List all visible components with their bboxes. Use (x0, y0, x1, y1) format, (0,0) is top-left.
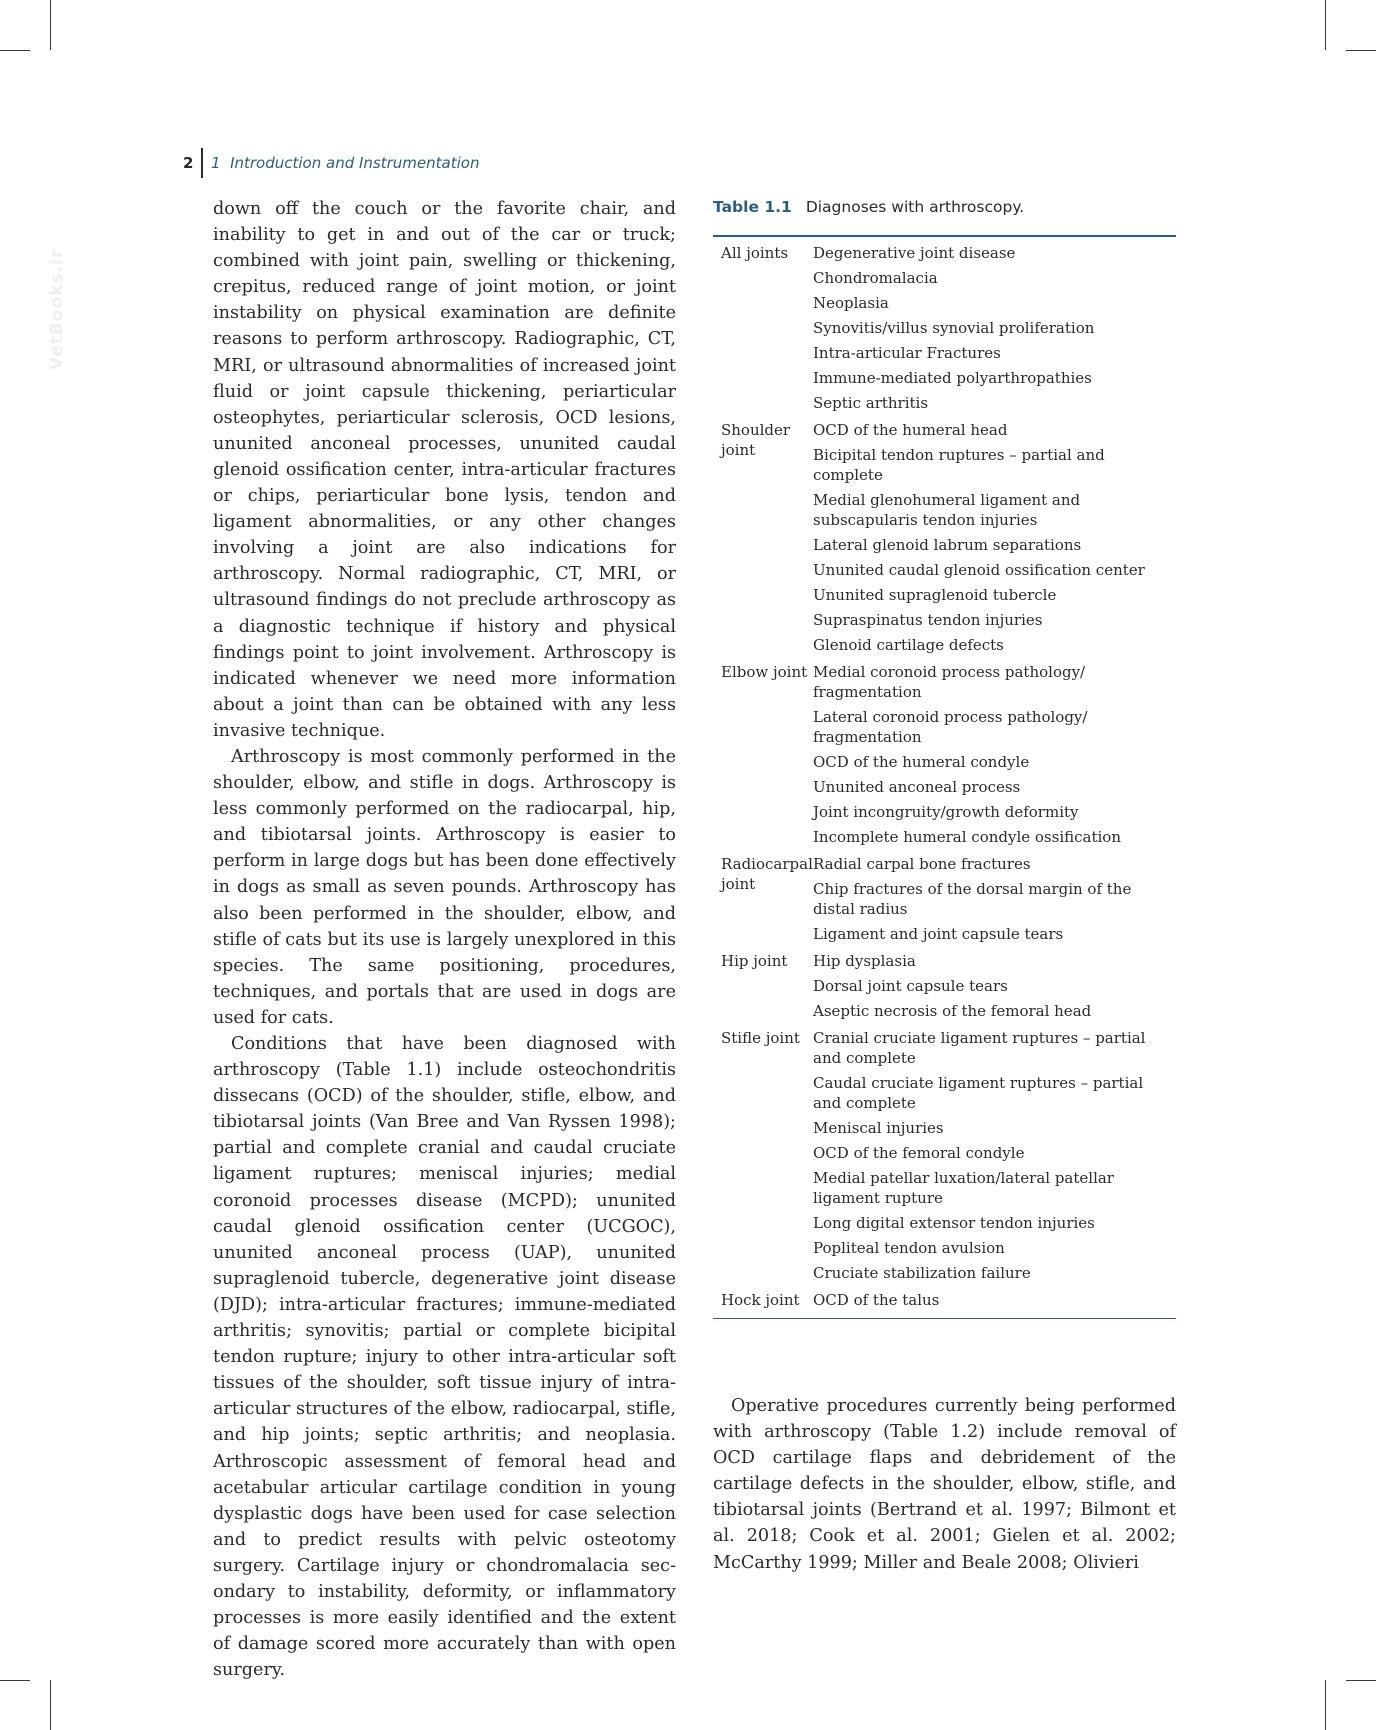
chapter-title: 1 Introduction and Instrumentation (211, 154, 480, 172)
table-diagnosis-item: Chip fractures of the dorsal margin of the distal radius (813, 880, 1132, 918)
table-diagnosis-item: Joint incongruity/growth deformity (813, 803, 1079, 821)
crop-mark-bottom-left (50, 1680, 51, 1730)
table-diagnosis-item: OCD of the femoral condyle (813, 1144, 1025, 1162)
table-joint-label: All joints (721, 244, 789, 262)
table-diagnosis-item: Popliteal tendon avulsion (813, 1239, 1005, 1257)
page-number: 2 (183, 154, 194, 172)
table-joint-label: Stifle joint (721, 1029, 800, 1047)
table-diagnosis-item: Chondromalacia (813, 269, 938, 287)
crop-mark-bottom-right-h (1346, 1680, 1376, 1681)
table-diagnosis-item: OCD of the talus (813, 1291, 940, 1309)
table-diagnosis-item: Supraspinatus tendon injuries (813, 611, 1043, 629)
table-group (713, 1290, 1176, 1310)
table-diagnosis-item: Neoplasia (813, 294, 889, 312)
left-column-text (213, 196, 676, 1683)
body-paragraph-3: Conditions that have been diagnosed with arthroscopy (Table 1.1) include osteochondritis dissecans (OCD) of the shoulder, stifle, elbow, and tibiotarsal joints (Van Bree and Van Ryssen 1998); partial and complete cranial and caudal cruciate ligament ruptures; meniscal injuries; medial coronoid processes disease (MCPD); ununited caudal glenoid ossification center (UCGOC), ununited anconeal process (UAP), ununited supraglenoid tubercle, degenerative joint disease (DJD); intra-articular fractures; immune-mediated arthritis; synovitis; partial or complete bicipital tendon rupture; injury to other intra-articular soft tissues of the shoulder, soft tissue injury of intra-articular structures of the elbow, radiocarpal, stifle, and hip joints; septic arthritis; and neoplasia. Arthroscopic assessment of femoral head and acetabular articular cartilage condition in young dysplastic dogs have been used for case selection and to predict results with pelvic osteotomy surgery. Cartilage injury or chondromalacia secondary to instability, deformity, or inflammatory processes is more easily identified and the extent of damage scored more accurately than with open surgery. (213, 1034, 676, 1681)
table-joint-label: Hip joint (721, 952, 788, 970)
table-diagnosis-item: Long digital extensor tendon injuries (813, 1214, 1095, 1232)
diagnoses-table (713, 235, 1176, 1319)
table-diagnosis-list (813, 243, 1176, 413)
crop-mark-top-left (50, 0, 51, 50)
table-group (713, 420, 1176, 655)
table-diagnosis-item: Ununited supraglenoid tubercle (813, 586, 1057, 604)
table-caption-text: Diagnoses with arthroscopy. (805, 198, 1025, 216)
table-diagnosis-item: Dorsal joint capsule tears (813, 977, 1008, 995)
table-diagnosis-item: Ununited anconeal process (813, 778, 1021, 796)
table-group (713, 243, 1176, 413)
table-diagnosis-list (813, 1290, 1176, 1310)
table-diagnosis-item: OCD of the humeral condyle (813, 753, 1030, 771)
table-joint-label: Elbow joint (721, 663, 808, 681)
table-diagnosis-item: Lateral glenoid labrum separations (813, 536, 1082, 554)
table-diagnosis-item: Bicipital tendon ruptures – partial and complete (813, 446, 1105, 484)
table-diagnosis-item: Meniscal injuries (813, 1119, 944, 1137)
table-diagnosis-item: Ununited caudal glenoid ossification center (813, 561, 1145, 579)
table-diagnosis-item: Degenerative joint disease (813, 244, 1016, 262)
table-diagnosis-list (813, 420, 1176, 655)
table-diagnosis-item: Medial glenohumeral ligament and subscapularis tendon injuries (813, 491, 1081, 529)
table-joint-label: Hock joint (721, 1291, 800, 1309)
right-column-paragraph: Operative procedures currently being performed with arthroscopy (Table 1.2) include removal of OCD cartilage flaps and debridement of the cartilage defects in the shoulder, elbow, stifle, and tibiotarsal joints (Bertrand et al. 1997; Bilmont et al. 2018; Cook et al. 2001; Gielen et al. 2002; McCarthy 1999; Miller and Beale 2008; Olivieri (713, 1396, 1176, 1573)
running-head-divider (201, 148, 203, 178)
crop-mark-top-right (1325, 0, 1326, 50)
table-diagnosis-item: Medial patellar luxation/lateral patellar ligament rupture (813, 1169, 1114, 1207)
table-joint-label: Shoulder joint (721, 421, 791, 459)
table-diagnosis-item: Cranial cruciate ligament ruptures – partial and complete (813, 1029, 1146, 1067)
table-diagnosis-item: Ligament and joint capsule tears (813, 925, 1064, 943)
running-head (183, 148, 479, 178)
table-label: Table 1.1 (713, 198, 792, 216)
table-diagnosis-item: Incomplete humeral condyle ossification (813, 828, 1121, 846)
crop-mark-top-right-h (1346, 50, 1376, 51)
crop-mark-top-left-h (0, 50, 30, 51)
table-diagnosis-item: Glenoid cartilage defects (813, 636, 1004, 654)
table-diagnosis-list (813, 854, 1176, 944)
table-diagnosis-item: Medial coronoid process pathology/ fragmentation (813, 663, 1086, 701)
table-caption (713, 198, 1024, 216)
table-diagnosis-list (813, 951, 1176, 1021)
body-paragraph-2: Arthroscopy is most commonly performed in the shoulder, elbow, and stifle in dogs. Arthroscopy is less commonly performed on the radiocarpal, hip, and tibiotarsal joints. Arthroscopy is easier to perform in large dogs but has been done effectively in dogs as small as seven pounds. Arthroscopy has also been performed in the shoulder, elbow, and stifle of cats but its use is largely unexplored in this species. The same positioning, procedures, techniques, and portals that are used in dogs are used for cats. (213, 746, 676, 1028)
table-group (713, 951, 1176, 1021)
crop-mark-bottom-right (1325, 1680, 1326, 1730)
crop-mark-bottom-left-h (0, 1680, 30, 1681)
table-diagnosis-item: Immune-mediated polyarthropathies (813, 369, 1092, 387)
table-diagnosis-item: Radial carpal bone fractures (813, 855, 1031, 873)
watermark: VetBooks.ir (47, 248, 67, 370)
table-diagnosis-item: Hip dysplasia (813, 952, 916, 970)
table-group (713, 854, 1176, 944)
table-diagnosis-item: Cruciate stabilization failure (813, 1264, 1031, 1282)
table-diagnosis-item: Intra-articular Fractures (813, 344, 1001, 362)
table-diagnosis-item: Synovitis/villus synovial proliferation (813, 319, 1095, 337)
table-group (713, 1028, 1176, 1283)
table-diagnosis-list (813, 1028, 1176, 1283)
table-diagnosis-list (813, 662, 1176, 847)
table-diagnosis-item: Septic arthritis (813, 394, 929, 412)
table-diagnosis-item: Aseptic necrosis of the femoral head (813, 1002, 1092, 1020)
table-diagnosis-item: OCD of the humeral head (813, 421, 1008, 439)
body-paragraph-1: down off the couch or the favorite chair, and inability to get in and out of the car or truck; combined with joint pain, swelling or thickening, crepitus, reduced range of joint motion, or joint instability on physical examination are definite reasons to perform arthroscopy. Radiographic, CT, MRI, or ultrasound abnormalities of increased joint fluid or joint capsule thickening, periarticular osteophytes, periarticular sclerosis, OCD lesions, ununited anconeal processes, ununited caudal glenoid ossification center, intra-articular fractures or chips, periarticular bone lysis, tendon and ligament abnormalities, or any other changes involving a joint are also indications for arthroscopy. Normal radiographic, CT, MRI, or ultrasound findings do not preclude arthroscopy as a diagnostic technique if history and physical findings point to joint involvement. Arthroscopy is indicated whenever we need more information about a joint than can be obtained with any less invasive technique. (213, 199, 676, 741)
table-diagnosis-item: Caudal cruciate ligament ruptures – partial and complete (813, 1074, 1144, 1112)
table-diagnosis-item: Lateral coronoid process pathology/ fragmentation (813, 708, 1088, 746)
table-joint-label: Radiocarpal joint (721, 855, 813, 893)
table-group (713, 662, 1176, 847)
